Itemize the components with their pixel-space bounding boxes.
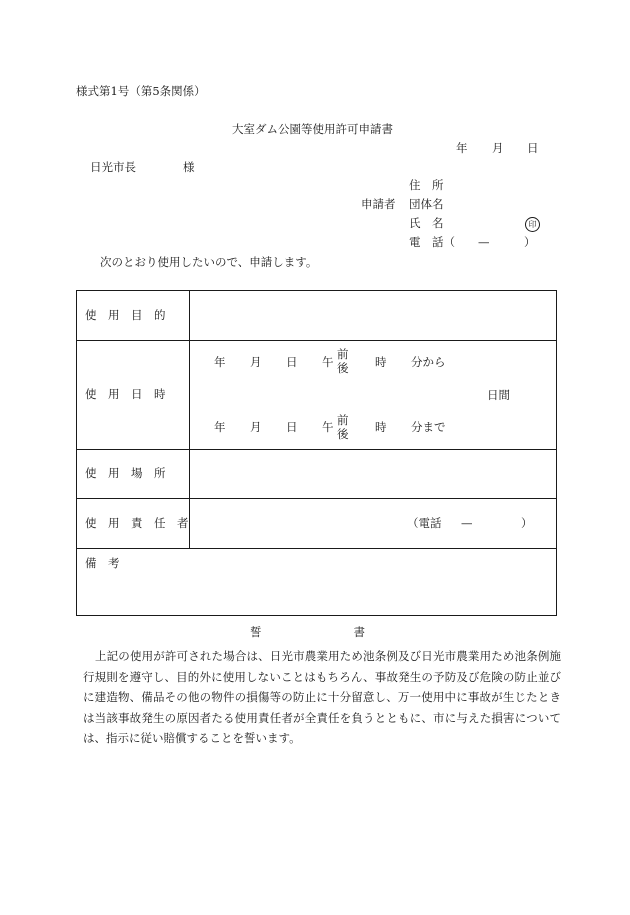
end-am-option: 前 (337, 413, 349, 427)
start-hour-label: 時 (375, 355, 387, 369)
start-am-option: 前 (337, 347, 349, 361)
form-number: 様式第1号（第5条関係） (76, 84, 206, 98)
end-ampm-suffix: 午 (322, 420, 334, 434)
label-column-divider (189, 291, 190, 548)
row-divider (77, 498, 556, 499)
end-month-label: 月 (250, 420, 262, 434)
address-label: 住 所 (409, 178, 444, 192)
manager-phone-dash: — (461, 516, 473, 530)
application-table (76, 290, 557, 616)
addressee-name: 日光市長 (90, 160, 136, 174)
phone-close: ） (524, 235, 536, 249)
remarks-label: 備 考 (85, 556, 120, 570)
end-minute-label: 分まで (411, 420, 446, 434)
manager-phone-close: ） (521, 516, 533, 530)
end-day-label: 日 (286, 420, 298, 434)
date-day-label: 日 (527, 141, 539, 155)
document-title: 大室ダム公園等使用許可申請書 (232, 122, 393, 136)
date-year-label: 年 (456, 141, 468, 155)
start-ampm-suffix: 午 (322, 355, 334, 369)
pledge-text: 上記の使用が許可された場合は、日光市農業用ため池条例及び日光市農業用ため池条例施行規則を遵守し、目的外に使用しないことはもちろん、事故発生の予防及び危険の防止並びに建造物、備品その他の物件の損傷等の防止に十分留意し、万一使用中に事故が生じたときは当該事故発生の原因者たる使用責任者が全責任を負うとともに、市に与えた損害については、指示に従い賠償することを誓います。 (83, 649, 561, 745)
end-ampm-choice (337, 413, 349, 442)
pledge-title: 誓 書 (250, 625, 365, 639)
phone-dash: — (478, 235, 490, 249)
date-month-label: 月 (492, 141, 504, 155)
group-name-label: 団体名 (409, 197, 444, 211)
phone-label: 電 話（ (409, 235, 455, 249)
applicant-label: 申請者 (361, 197, 396, 211)
row-divider (77, 449, 556, 450)
name-label: 氏 名 (409, 216, 444, 230)
place-label: 使 用 場 所 (85, 466, 166, 480)
start-day-label: 日 (286, 355, 298, 369)
start-pm-option: 後 (337, 361, 349, 376)
manager-label: 使 用 責 任 者 (85, 516, 189, 530)
seal-icon: 印 (525, 217, 540, 232)
end-year-label: 年 (214, 420, 226, 434)
start-year-label: 年 (214, 355, 226, 369)
manager-phone-open: （電話 (407, 516, 442, 530)
datetime-label: 使 用 日 時 (85, 387, 166, 401)
start-month-label: 月 (250, 355, 262, 369)
intro-text: 次のとおり使用したいので、申請します。 (100, 255, 318, 269)
row-divider (77, 340, 556, 341)
addressee-honorific: 様 (183, 160, 195, 174)
start-minute-label: 分から (411, 355, 446, 369)
start-ampm-choice (337, 347, 349, 376)
purpose-label: 使 用 目 的 (85, 308, 166, 322)
end-pm-option: 後 (337, 427, 349, 442)
days-label: 日間 (487, 388, 510, 402)
row-divider (77, 548, 556, 549)
end-hour-label: 時 (375, 420, 387, 434)
